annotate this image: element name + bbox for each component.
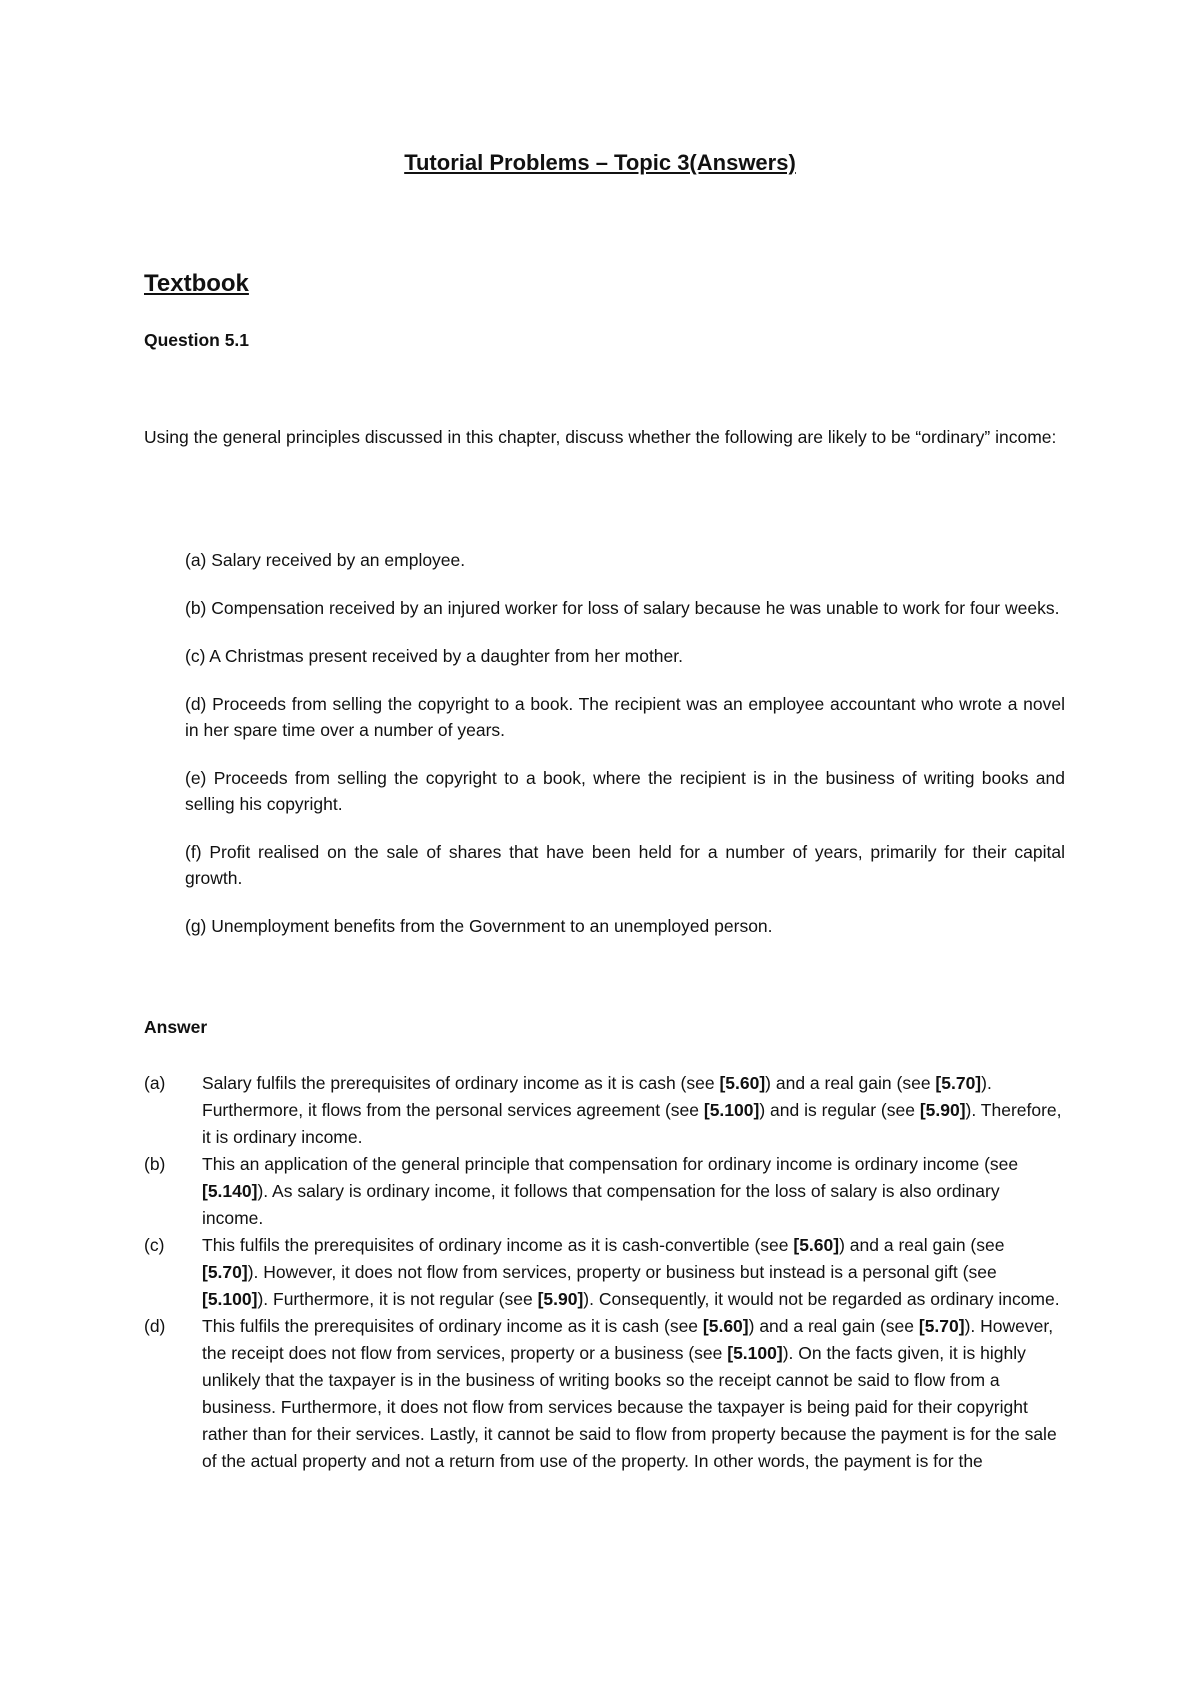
answer-text-run: ) and a real gain (see [839,1235,1005,1255]
question-part-g: (g) Unemployment benefits from the Government to an unemployed person. [185,916,773,936]
answer-text [202,1070,1064,1151]
answer-text-run: ). On the facts given, it is highly unlikely that the taxpayer is in the business of writing books so the receipt cannot be said to flow from a business. Furthermore, it does not flow from services because the taxpayer is being paid for their copyright rather than for their services. Lastly, it cannot be said to flow from property because the payment is for the sale of the actual property and not a return from use of the property. In other words, the payment is for the [202,1343,1057,1471]
answers-list [144,1070,1064,1475]
section-reference: [5.60] [793,1235,840,1255]
answer-text-run: ). Therefore, it is ordinary income. [202,1100,1062,1147]
section-heading-textbook: Textbook [144,270,249,297]
section-reference: [5.70] [935,1073,982,1093]
answer-item [144,1151,1064,1232]
section-reference: [5.90] [919,1100,966,1120]
answer-text-run: ) and a real gain (see [748,1316,919,1336]
answer-text-run: ). Consequently, it would not be regarded as ordinary income. [583,1289,1060,1309]
answer-text-run: Salary fulfils the prerequisites of ordinary income as it is cash (see [202,1073,720,1093]
question-part-c: (c) A Christmas present received by a daughter from her mother. [185,646,683,666]
answer-text-run: ). However, it does not flow from services, property or business but instead is a personal gift (see [247,1262,997,1282]
answer-text [202,1151,1064,1232]
answer-heading: Answer [144,1017,208,1037]
question-heading: Question 5.1 [144,330,250,350]
answer-text-run: ) and a real gain (see [765,1073,936,1093]
answer-label: (d) [144,1316,166,1336]
answer-label: (a) [144,1073,166,1093]
answer-text-run: This fulfils the prerequisites of ordinary income as it is cash-convertible (see [202,1235,794,1255]
section-reference: [5.60] [702,1316,749,1336]
answer-text-run: ). However, the receipt does not flow from services, property or a business (see [202,1316,1054,1363]
section-reference: [5.60] [719,1073,766,1093]
answer-item [144,1070,1064,1151]
section-reference: [5.140] [202,1181,258,1201]
section-reference: [5.70] [202,1262,248,1282]
question-part-a: (a) Salary received by an employee. [185,550,466,570]
answer-label: (b) [144,1154,166,1174]
answer-text-run: ). Furthermore, it is not regular (see [257,1289,538,1309]
answer-text-run: ). As salary is ordinary income, it follows that compensation for the loss of salary is also ordinary income. [202,1181,1000,1228]
page-title: Tutorial Problems – Topic 3(Answers) [404,150,796,175]
question-part-d: (d) Proceeds from selling the copyright to a book. The recipient was an employee accountant who wrote a novel in her spare time over a number of years. [185,694,1065,740]
question-intro: Using the general principles discussed in this chapter, discuss whether the following are likely to be “ordinary” income: [144,427,1057,447]
section-reference: [5.100] [727,1343,783,1363]
answer-text [202,1313,1064,1475]
section-reference: [5.90] [537,1289,584,1309]
answer-text-run: ). Furthermore, it flows from the personal services agreement (see [202,1073,992,1120]
question-part-b: (b) Compensation received by an injured worker for loss of salary because he was unable to work for four weeks. [185,598,1060,618]
answer-text-run: This fulfils the prerequisites of ordinary income as it is cash (see [202,1316,703,1336]
question-part-e: (e) Proceeds from selling the copyright to a book, where the recipient is in the business of writing books and selling his copyright. [185,768,1065,814]
answer-text [202,1232,1064,1313]
section-reference: [5.100] [703,1100,760,1120]
answer-text-run: This an application of the general principle that compensation for ordinary income is ordinary income (see [202,1154,1019,1174]
answer-item [144,1313,1064,1475]
answer-item [144,1232,1064,1313]
answer-label: (c) [144,1235,165,1255]
section-reference: [5.70] [918,1316,965,1336]
section-reference: [5.100] [202,1289,258,1309]
question-parts-list [185,547,1065,961]
question-part-f: (f) Profit realised on the sale of shares that have been held for a number of years, primarily for their capital growth. [185,842,1065,888]
answer-text-run: ) and is regular (see [759,1100,920,1120]
